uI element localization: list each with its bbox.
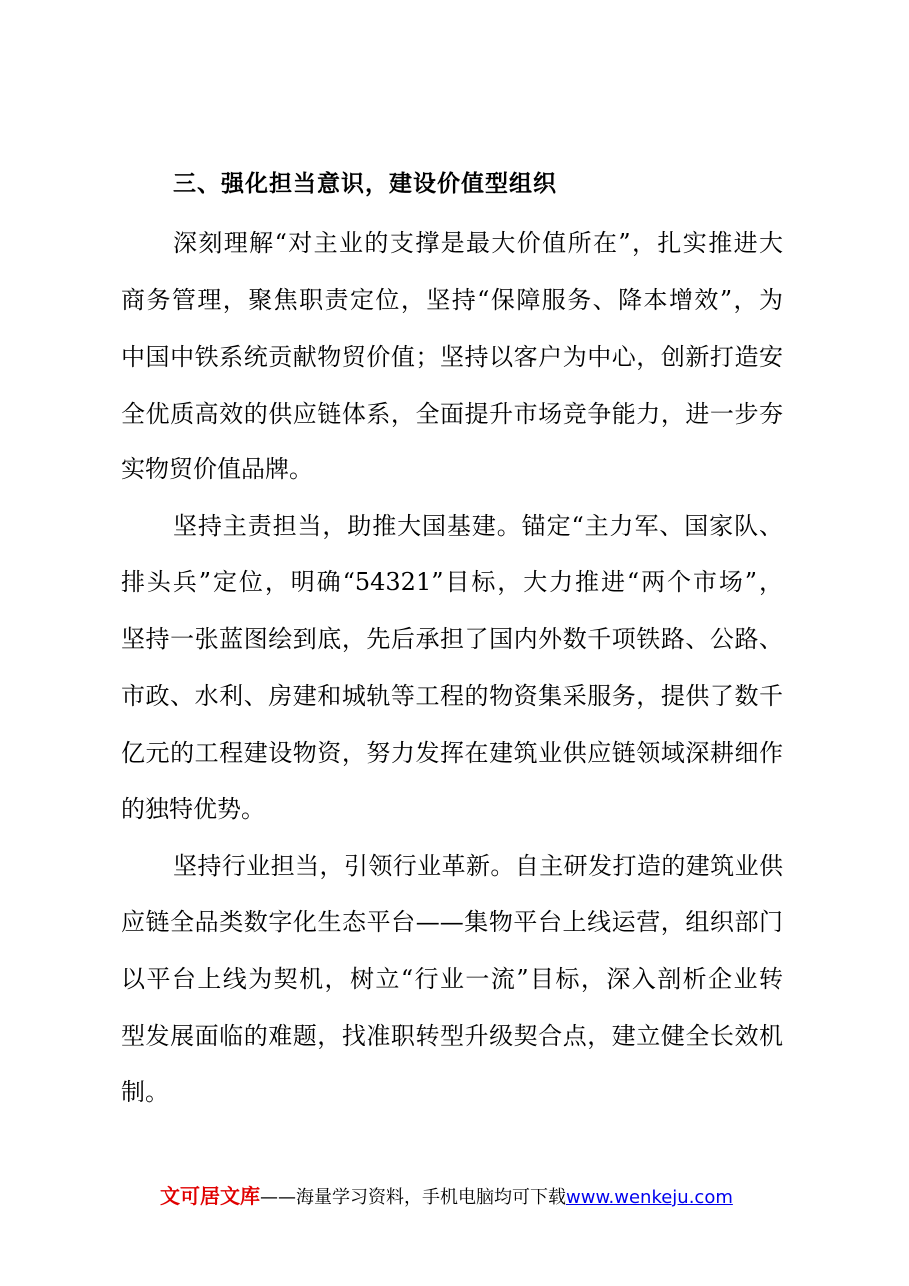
paragraph-2-line-6: 的独特优势。: [121, 795, 265, 823]
paragraph-1-line-3: 中国中铁系统贡献物贸价值；坚持以客户为中心，创新打造安: [121, 343, 783, 371]
paragraph-1-line-5: 实物贸价值品牌。: [121, 455, 313, 483]
footer-brand: 文可居文库: [160, 1184, 260, 1208]
paragraph-1-line-2: 商务管理，聚焦职责定位，坚持“保障服务、降本增效”，为: [121, 286, 783, 314]
footer-website-link[interactable]: www.wenkeju.com: [566, 1187, 733, 1208]
paragraph-1-line-1: 深刻理解“对主业的支撑是最大价值所在”，扎实推进大: [173, 229, 783, 257]
paragraph-3-line-1: 坚持行业担当，引领行业革新。自主研发打造的建筑业供: [173, 852, 783, 880]
section-heading: 三、强化担当意识，建设价值型组织: [173, 171, 557, 197]
paragraph-2-line-3: 坚持一张蓝图绘到底，先后承担了国内外数千项铁路、公路、: [121, 625, 783, 653]
paragraph-2-line-2: 排头兵”定位，明确“54321”目标，大力推进“两个市场”，: [121, 568, 783, 596]
paragraph-3-line-3: 以平台上线为契机，树立“行业一流”目标，深入剖析企业转: [121, 965, 783, 993]
paragraph-3-line-5: 制。: [121, 1078, 169, 1106]
paragraph-2-line-5: 亿元的工程建设物资，努力发挥在建筑业供应链领域深耕细作: [121, 739, 783, 767]
footer-tagline: ——海量学习资料，手机电脑均可下载: [260, 1187, 566, 1208]
paragraph-2-line-4: 市政、水利、房建和城轨等工程的物资集采服务，提供了数千: [121, 682, 783, 710]
paragraph-3-line-2: 应链全品类数字化生态平台——集物平台上线运营，组织部门: [121, 908, 783, 936]
page-footer: [160, 1182, 733, 1212]
paragraph-2-line-1: 坚持主责担当，助推大国基建。锚定“主力军、国家队、: [173, 512, 783, 540]
paragraph-1-line-4: 全优质高效的供应链体系，全面提升市场竞争能力，进一步夯: [121, 400, 783, 428]
paragraph-3-line-4: 型发展面临的难题，找准职转型升级契合点，建立健全长效机: [121, 1022, 783, 1050]
